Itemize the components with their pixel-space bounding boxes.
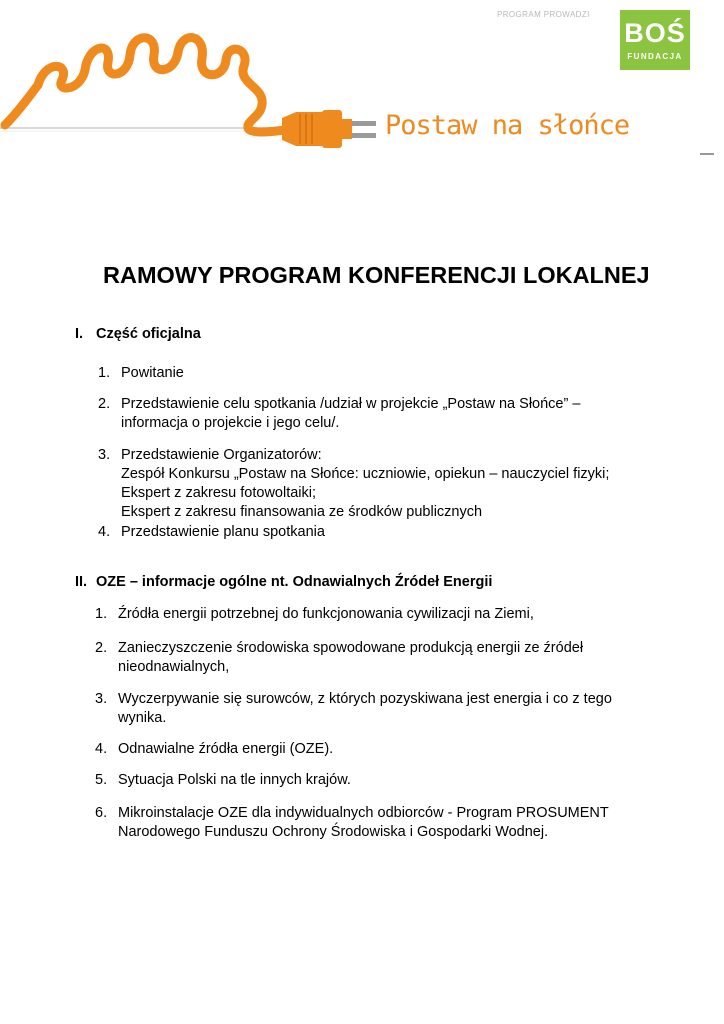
- list-item: [95, 605, 534, 624]
- bos-foundation-logo: [620, 10, 690, 70]
- edge-mark: [700, 153, 714, 155]
- item-text: Wyczerpywanie się surowców, z których pozyskiwana jest energia i co z tego: [118, 691, 612, 707]
- section-number: II.: [75, 574, 88, 590]
- list-item-continuation: Narodowego Funduszu Ochrony Środowiska i Gospodarki Wodnej.: [118, 824, 549, 840]
- item-text: Mikroinstalacje OZE dla indywidualnych odbiorców - Program PROSUMENT: [118, 805, 609, 821]
- item-number: 4.: [95, 741, 108, 757]
- list-item: [95, 740, 334, 759]
- list-item: [98, 395, 581, 414]
- list-item: [95, 639, 584, 658]
- logo-subtitle: FUNDACJA: [627, 52, 683, 61]
- logo-name: BOŚ: [624, 18, 686, 48]
- list-item: [95, 804, 609, 823]
- section-heading: [75, 326, 201, 342]
- item-text: Przedstawienie planu spotkania: [121, 524, 325, 540]
- item-number: 2.: [95, 640, 108, 656]
- item-number: 3.: [95, 691, 108, 707]
- item-number: 3.: [98, 447, 111, 463]
- bullet-item: Zespół Konkursu „Postaw na Słońce: uczniowie, opiekun – nauczyciel fizyki;: [121, 466, 610, 482]
- list-item-continuation: nieodnawialnych,: [118, 659, 230, 675]
- item-number: 1.: [98, 365, 111, 381]
- list-item: [98, 523, 325, 542]
- section-title: Część oficjalna: [96, 326, 201, 342]
- item-number: 1.: [95, 606, 108, 622]
- program-label: PROGRAM PROWADZI: [497, 10, 590, 19]
- plug-icon: [282, 110, 376, 148]
- document-title: RAMOWY PROGRAM KONFERENCJI LOKALNEJ: [103, 262, 650, 288]
- item-text: Przedstawienie celu spotkania /udział w projekcie „Postaw na Słońce” –: [121, 396, 581, 412]
- item-number: 2.: [98, 396, 111, 412]
- list-item: [98, 364, 184, 383]
- item-text: Zanieczyszczenie środowiska spowodowane produkcją energii ze źródeł: [118, 640, 584, 656]
- bullet-item: Ekspert z zakresu fotowoltaiki;: [121, 485, 317, 501]
- section-heading: [75, 574, 492, 590]
- item-text: Przedstawienie Organizatorów:: [121, 447, 322, 463]
- item-text: Powitanie: [121, 365, 184, 381]
- item-number: 6.: [95, 805, 108, 821]
- list-item: [95, 771, 351, 790]
- list-item: [95, 690, 612, 709]
- item-text: Odnawialne źródła energii (OZE).: [118, 741, 334, 757]
- bullet-item: Ekspert z zakresu finansowania ze środków publicznych: [121, 504, 483, 520]
- coiled-cable: [5, 38, 285, 132]
- section-title: OZE – informacje ogólne nt. Odnawialnych Źródeł Energii: [96, 574, 493, 590]
- list-item: [98, 446, 322, 465]
- item-text: Źródła energii potrzebnej do funkcjonowania cywilizacji na Ziemi,: [118, 606, 534, 622]
- list-item-continuation: informacja o projekcie i jego celu/.: [121, 415, 340, 431]
- section-number: I.: [75, 326, 84, 342]
- item-number: 4.: [98, 524, 111, 540]
- item-text: Sytuacja Polski na tle innych krajów.: [118, 772, 351, 788]
- header-banner: [0, 0, 724, 160]
- item-number: 5.: [95, 772, 108, 788]
- slogan: Postaw na słońce: [385, 110, 630, 141]
- list-item-continuation: wynika.: [118, 710, 167, 726]
